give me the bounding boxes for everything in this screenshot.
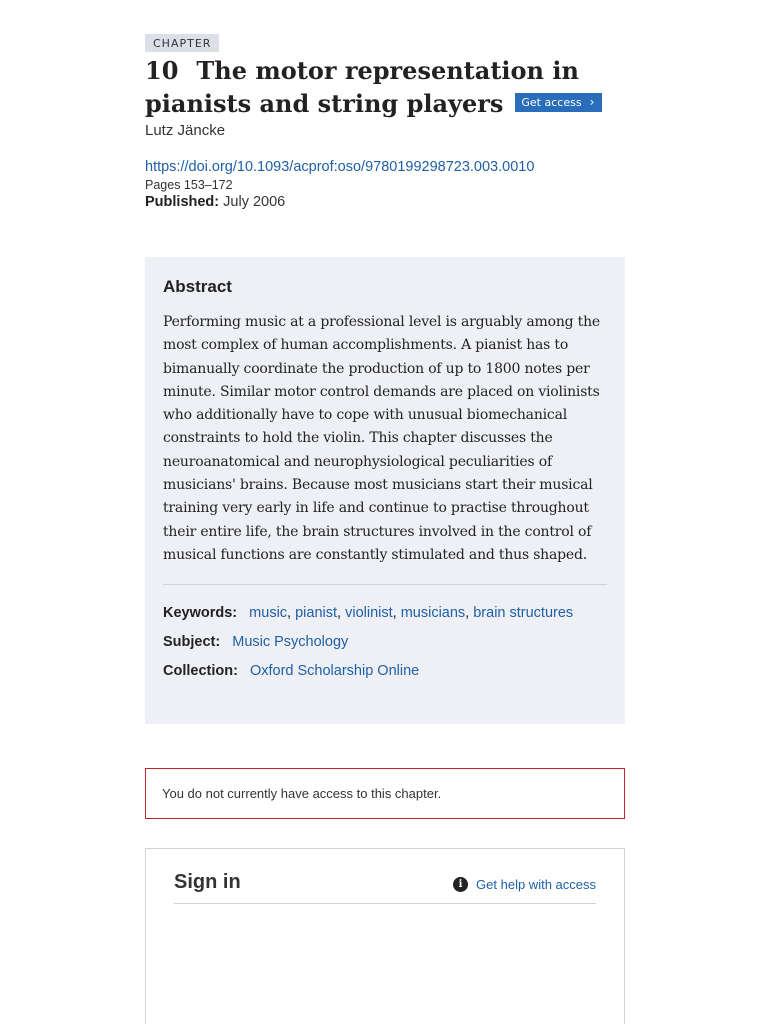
abstract-text: Performing music at a professional level is arguably among the most complex of human accomplishments. A pianist has to bimanually coordinate the production of up to 1800 notes per minute. Similar motor control demands are placed on violinists who additionally have to cope with unusual biomechanical constraints to hold the violin. This chapter discusses the neuroanatomical and neurophysiological peculiarities of musicians' brains. Because most musicians start their musical training very early in life and continue to practise throughout their entire life, the brain structures involved in the control of musical functions are constantly stimulated and thus shaped. xyxy=(163,314,601,563)
get-help-link[interactable] xyxy=(453,877,596,892)
get-help-label: Get help with access xyxy=(476,877,596,892)
doi-link[interactable]: https://doi.org/10.1093/acprof:oso/9780199298723.003.0010 xyxy=(145,159,535,175)
page-range: Pages 153–172 xyxy=(145,178,233,192)
keyword-link[interactable]: musicians xyxy=(400,605,466,622)
info-icon: i xyxy=(453,877,468,892)
published-date xyxy=(145,194,625,210)
chapter-title-text: The motor representation in pianists and string players xyxy=(145,56,579,118)
collection-link[interactable]: Oxford Scholarship Online xyxy=(249,663,420,680)
keyword-link[interactable]: music xyxy=(249,605,288,622)
chapter-tag: CHAPTER xyxy=(145,34,219,52)
subject-link[interactable]: Music Psychology xyxy=(232,634,349,651)
published-label: Published: xyxy=(145,194,220,210)
chapter-number: 10 xyxy=(145,56,179,85)
keyword-link[interactable]: brain structures xyxy=(473,605,574,622)
published-value: July 2006 xyxy=(223,194,286,210)
no-access-alert: You do not currently have access to this chapter. xyxy=(145,768,625,819)
signin-panel xyxy=(145,848,625,1024)
signin-header xyxy=(174,871,596,904)
collection-row xyxy=(163,657,607,686)
subject-label: Subject: xyxy=(163,634,221,651)
keyword-link[interactable]: violinist xyxy=(345,605,393,622)
abstract-heading: Abstract xyxy=(163,277,232,296)
author-name[interactable]: Lutz Jäncke xyxy=(145,122,226,139)
chapter-title xyxy=(145,54,625,120)
keyword-link[interactable]: pianist xyxy=(295,605,338,622)
collection-label: Collection: xyxy=(163,663,238,680)
chevron-right-icon: › xyxy=(589,95,595,109)
get-access-button[interactable] xyxy=(515,93,602,112)
keywords-label: Keywords: xyxy=(163,605,238,622)
abstract-divider xyxy=(163,584,607,585)
get-access-label: Get access xyxy=(521,96,582,109)
signin-title: Sign in xyxy=(174,871,241,893)
abstract-panel xyxy=(145,257,625,724)
subject-row xyxy=(163,628,607,657)
keywords-row: Keywords: music, pianist, violinist, musicians, brain structures xyxy=(163,605,574,622)
chapter-header xyxy=(145,34,625,210)
